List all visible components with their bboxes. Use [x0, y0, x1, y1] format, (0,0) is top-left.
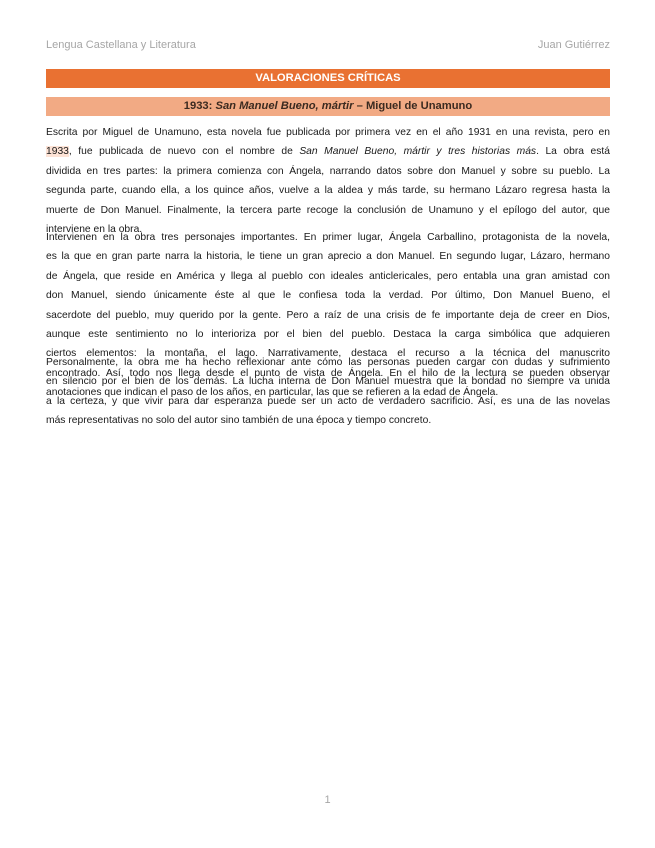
italic-title: San Manuel Bueno, mártir y tres historias más	[299, 146, 537, 158]
text-line: a la certeza, y que vivir para dar esperanza puede ser un acto de verdadero sacrificio. Así, es una de las novelas	[46, 395, 610, 407]
text-line: dividida en tres partes: la primera comienza con Ángela, narrando datos sobre don Manuel y sobre su pueblo. La	[46, 165, 610, 177]
work-author: – Miguel de Unamuno	[353, 100, 473, 112]
text-line: de Ángela, que reside en América y llega al pueblo con ideales anticlericales, pero entabla una gran amistad con	[46, 270, 610, 282]
header-author: Juan Gutiérrez	[537, 39, 610, 51]
text-span: . La obra está	[536, 146, 611, 158]
text-line: Personalmente, la obra me ha hecho reflexionar ante cómo las personas pueden cargar con dudas y sufrimiento	[46, 357, 610, 368]
text-line: interviene en la obra.	[46, 223, 143, 235]
text-line: sacerdote del pueblo, muy querido por la gente. Pero a raíz de una crisis de fe importante deja de creer en Dios,	[46, 309, 610, 321]
paragraph-opinion	[46, 353, 610, 431]
text-line: segunda parte, cuando ella, a los quince años, vuelve a la aldea y más tarde, su hermano Lázaro regresa hasta la	[46, 185, 610, 197]
text-line: en silencio por el bien de los demás. La lucha interna de Don Manuel muestra que la bondad no siempre va unida	[46, 376, 610, 388]
text-line: más representativas no solo del autor sino también de una época y tiempo concreto.	[46, 415, 432, 427]
text-line: muerte de Don Manuel. Finalmente, la tercera parte recoge la conclusión de Unamuno y el epílogo del autor, que	[46, 204, 610, 216]
paragraph-structure	[46, 123, 610, 239]
header-subject: Lengua Castellana y Literatura	[46, 39, 196, 51]
page-number: 1	[324, 794, 331, 806]
text-line: don Manuel, siendo únicamente éste al que le confiesa toda la verdad. Por último, Don Manuel Bueno, el	[46, 290, 610, 302]
text-line: ciertos elementos: la montaña, el lago. Narrativamente, destaca el recurso a la técnica del manuscrito	[46, 348, 610, 360]
work-year: 1933:	[183, 100, 216, 112]
text-span: , fue publicada de nuevo con el nombre de	[68, 146, 300, 158]
text-line: Intervienen en la obra tres personajes importantes. En primer lugar, Ángela Carballino, protagonista de la novela,	[46, 232, 610, 243]
text-line: aunque este sentimiento no lo interioriza por el bien del pueblo. Destaca la carga simbólica que adquieren	[46, 328, 610, 340]
text-line: encontrado. Así, todo nos llega desde el punto de vista de Ángela. En el hilo de la lectura se pueden observar	[46, 367, 610, 379]
work-name: San Manuel Bueno, mártir	[215, 100, 354, 112]
work-title	[46, 97, 610, 116]
section-title: VALORACIONES CRÍTICAS	[46, 69, 610, 88]
highlighted-year: 1933	[46, 146, 69, 158]
text-line	[46, 142, 610, 161]
text-line: es la que en gran parte narra la historia, le tiene un gran aprecio a don Manuel. En segundo lugar, Lázaro, hermano	[46, 251, 610, 263]
text-line: anotaciones que indican el paso de los años, en particular, las que se refieren a la edad de Ángela.	[46, 387, 499, 399]
text-line: Escrita por Miguel de Unamuno, esta novela fue publicada por primera vez en el año 1931 en una revista, pero en	[46, 127, 610, 138]
